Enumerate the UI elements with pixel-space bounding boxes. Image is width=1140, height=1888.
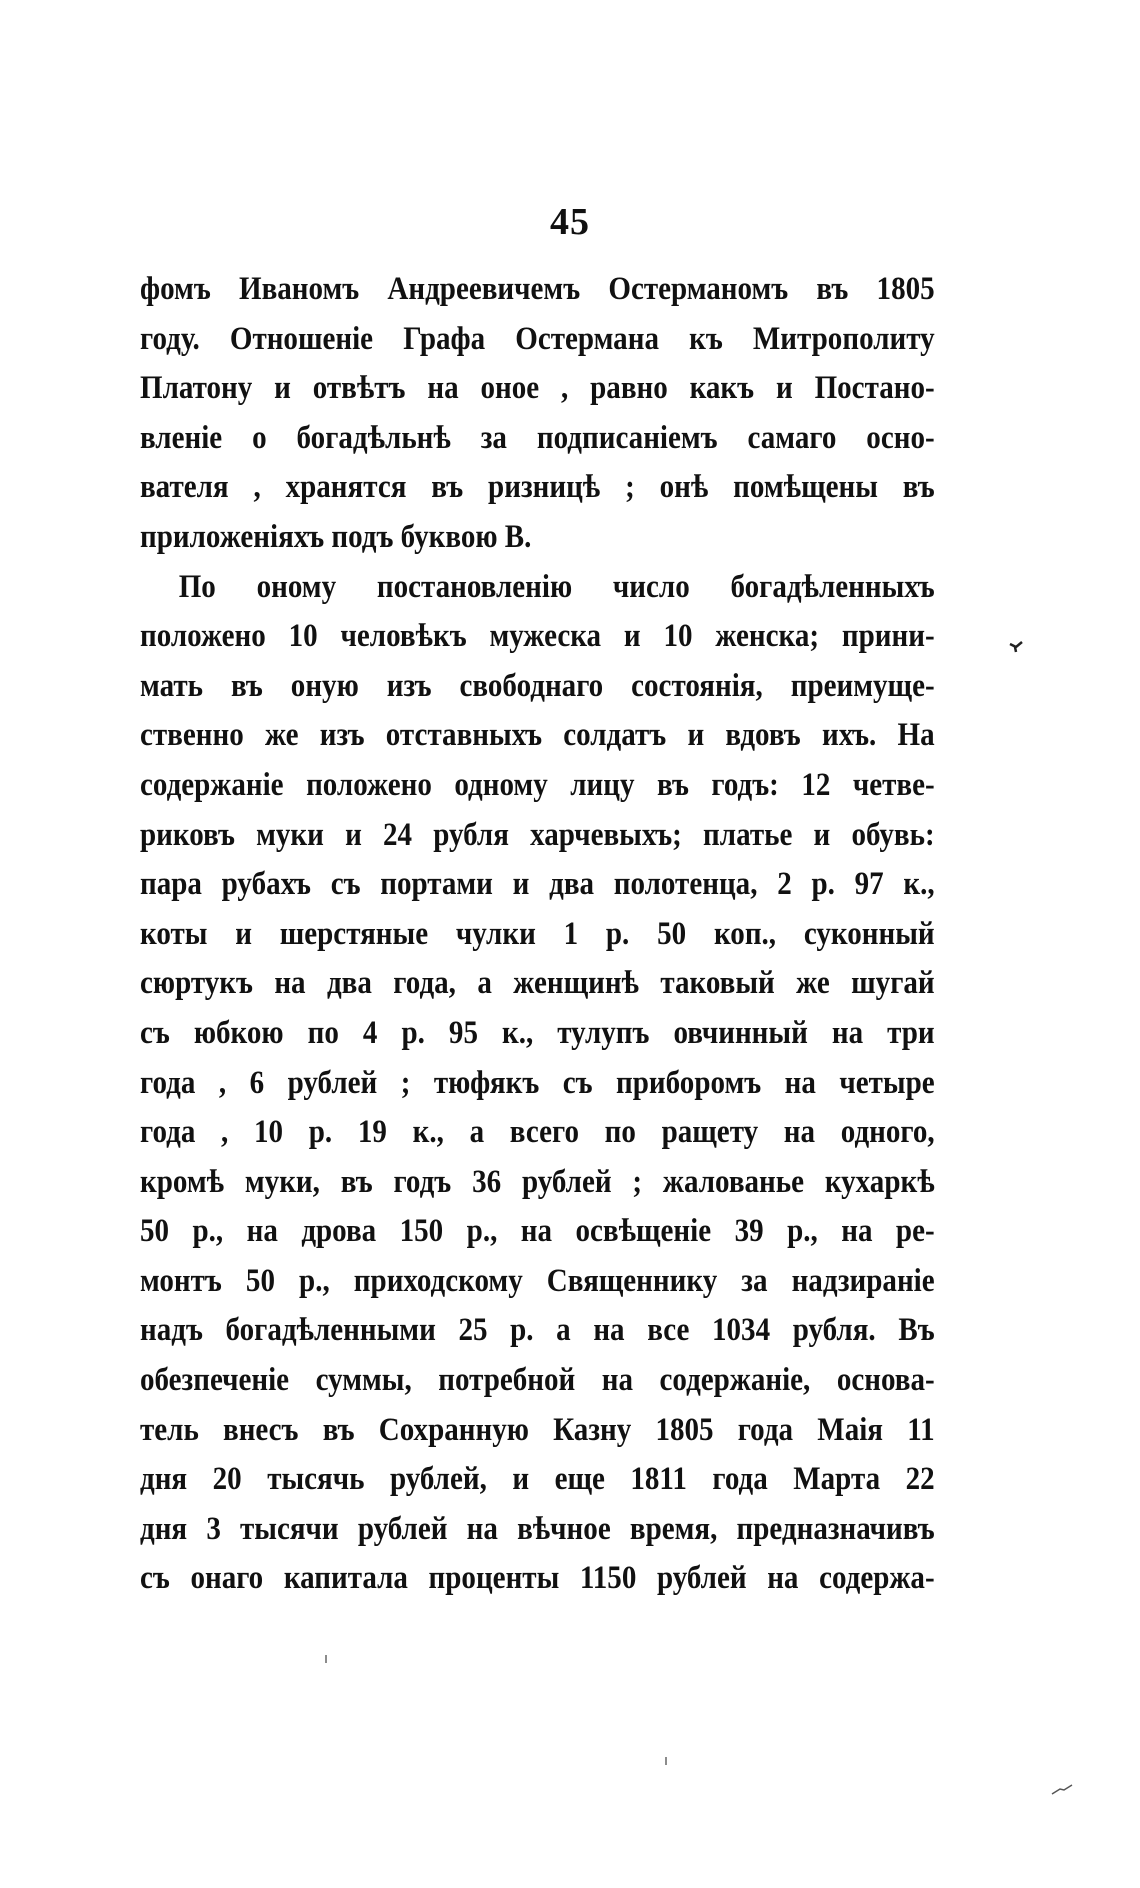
text-line: мать въ оную изъ свободнаго состоянія, преимуще- [140, 667, 935, 704]
text-line: приложеніяхъ подъ буквою В. [140, 518, 532, 555]
text-line: риковъ муки и 24 рубля харчевыхъ; платье и обувь: [140, 816, 935, 853]
text-line: 50 р., на дрова 150 р., на освѣщеніе 39 р., на ре- [140, 1213, 935, 1250]
text-line: дня 3 тысячи рублей на вѣчное время, предназначивъ [140, 1510, 935, 1547]
text-line: монтъ 50 р., приходскому Священнику за надзираніе [140, 1262, 935, 1299]
text-line: года , 10 р. 19 к., а всего по ращету на одного, [140, 1114, 935, 1151]
text-line: дня 20 тысячь рублей, и еще 1811 года Марта 22 [140, 1461, 935, 1498]
text-line: вателя , хранятся въ ризницѣ ; онѣ помѣщены въ [140, 469, 935, 506]
text-line: ственно же изъ отставныхъ солдатъ и вдовъ ихъ. На [140, 717, 935, 754]
text-line: году. Отношеніе Графа Остермана къ Митрополиту [140, 320, 935, 357]
text-line: коты и шерстяные чулки 1 р. 50 коп., суконный [140, 915, 935, 952]
text-line: пара рубахъ съ портами и два полотенца, 2 р. 97 к., [140, 866, 935, 903]
text-line: тель внесъ въ Сохранную Казну 1805 года Маія 11 [140, 1411, 935, 1448]
text-line: фомъ Иваномъ Андреевичемъ Остерманомъ въ 1805 [140, 271, 935, 307]
text-line: съ онаго капитала проценты 1150 рублей на содержа- [140, 1560, 935, 1597]
text-line: года , 6 рублей ; тюфякъ съ приборомъ на четыре [140, 1064, 935, 1101]
text-line: Платону и отвѣтъ на оное , равно какъ и Постано- [140, 370, 935, 407]
body-text [140, 265, 935, 1604]
text-line: сюртукъ на два года, а женщинѣ таковый же шугай [140, 965, 935, 1002]
text-line: положено 10 человѣкъ мужеска и 10 женска; прини- [140, 618, 935, 655]
margin-ink-dot [663, 1756, 669, 1766]
text-line: обезпеченіе суммы, потребной на содержаніе, основа- [140, 1362, 935, 1399]
text-line: вленіе о богадѣльнѣ за подписаніемъ самаго осно- [140, 419, 935, 456]
text-line: надъ богадѣленными 25 р. а на все 1034 рубля. Въ [140, 1312, 935, 1349]
text-line: кромѣ муки, въ годъ 36 рублей ; жалованье кухаркѣ [140, 1163, 935, 1200]
paragraph-first-line: По оному постановленію число богадѣленныхъ [178, 568, 935, 605]
text-line: содержаніе положено одному лицу въ годъ: 12 четве- [140, 766, 935, 803]
margin-ink-dot [323, 1654, 329, 1664]
margin-ink-speck [1050, 1782, 1074, 1796]
margin-ink-mark [1008, 638, 1024, 654]
text-line: съ юбкою по 4 р. 95 к., тулупъ овчинный на три [140, 1014, 935, 1051]
page-number: 45 [550, 201, 590, 243]
